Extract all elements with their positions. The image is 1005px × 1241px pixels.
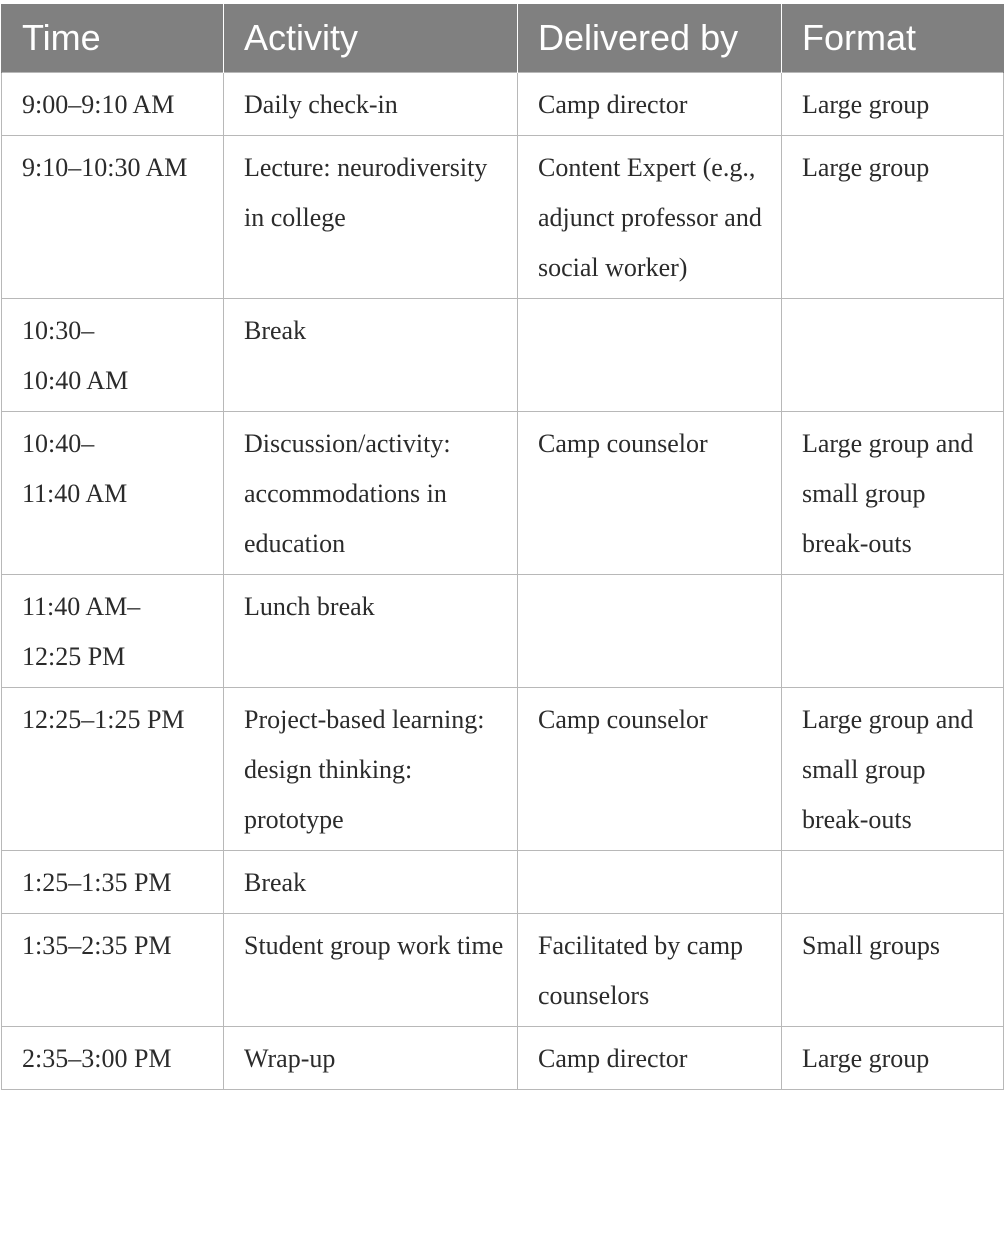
cell-format: Large group bbox=[782, 73, 1004, 136]
cell-delivered-by: Facilitated by camp counselors bbox=[518, 914, 782, 1027]
table-row bbox=[2, 299, 1004, 412]
cell-format bbox=[782, 299, 1004, 412]
header-delivered-by: Delivered by bbox=[518, 4, 782, 73]
header-time: Time bbox=[2, 4, 224, 73]
cell-format: Small groups bbox=[782, 914, 1004, 1027]
cell-time: 1:25–1:35 PM bbox=[2, 851, 224, 914]
cell-time: 9:10–10:30 AM bbox=[2, 136, 224, 299]
cell-activity: Break bbox=[224, 299, 518, 412]
table-row bbox=[2, 136, 1004, 299]
schedule-table bbox=[1, 4, 1004, 1090]
cell-delivered-by bbox=[518, 575, 782, 688]
cell-time: 10:40–11:40 AM bbox=[2, 412, 224, 575]
cell-delivered-by: Camp counselor bbox=[518, 688, 782, 851]
cell-format: Large group and small group break-outs bbox=[782, 688, 1004, 851]
cell-format bbox=[782, 851, 1004, 914]
table-row bbox=[2, 73, 1004, 136]
table-row bbox=[2, 1027, 1004, 1090]
table-row bbox=[2, 412, 1004, 575]
cell-format: Large group bbox=[782, 136, 1004, 299]
cell-delivered-by: Camp counselor bbox=[518, 412, 782, 575]
cell-delivered-by: Camp director bbox=[518, 1027, 782, 1090]
cell-time: 1:35–2:35 PM bbox=[2, 914, 224, 1027]
cell-time: 12:25–1:25 PM bbox=[2, 688, 224, 851]
cell-delivered-by: Content Expert (e.g., adjunct professor and social worker) bbox=[518, 136, 782, 299]
cell-activity: Lunch break bbox=[224, 575, 518, 688]
cell-activity: Discussion/activity: accommodations in education bbox=[224, 412, 518, 575]
cell-delivered-by bbox=[518, 851, 782, 914]
cell-format: Large group and small group break-outs bbox=[782, 412, 1004, 575]
cell-time: 9:00–9:10 AM bbox=[2, 73, 224, 136]
cell-delivered-by: Camp director bbox=[518, 73, 782, 136]
cell-format: Large group bbox=[782, 1027, 1004, 1090]
cell-format bbox=[782, 575, 1004, 688]
cell-time: 10:30–10:40 AM bbox=[2, 299, 224, 412]
cell-activity: Student group work time bbox=[224, 914, 518, 1027]
table-row bbox=[2, 575, 1004, 688]
cell-delivered-by bbox=[518, 299, 782, 412]
cell-activity: Wrap-up bbox=[224, 1027, 518, 1090]
table-row bbox=[2, 851, 1004, 914]
header-activity: Activity bbox=[224, 4, 518, 73]
table-row bbox=[2, 914, 1004, 1027]
cell-activity: Break bbox=[224, 851, 518, 914]
cell-time: 11:40 AM–12:25 PM bbox=[2, 575, 224, 688]
header-row bbox=[2, 4, 1004, 73]
cell-activity: Lecture: neurodiversity in college bbox=[224, 136, 518, 299]
cell-time: 2:35–3:00 PM bbox=[2, 1027, 224, 1090]
header-format: Format bbox=[782, 4, 1004, 73]
cell-activity: Project-based learning: design thinking: prototype bbox=[224, 688, 518, 851]
table-row bbox=[2, 688, 1004, 851]
cell-activity: Daily check-in bbox=[224, 73, 518, 136]
